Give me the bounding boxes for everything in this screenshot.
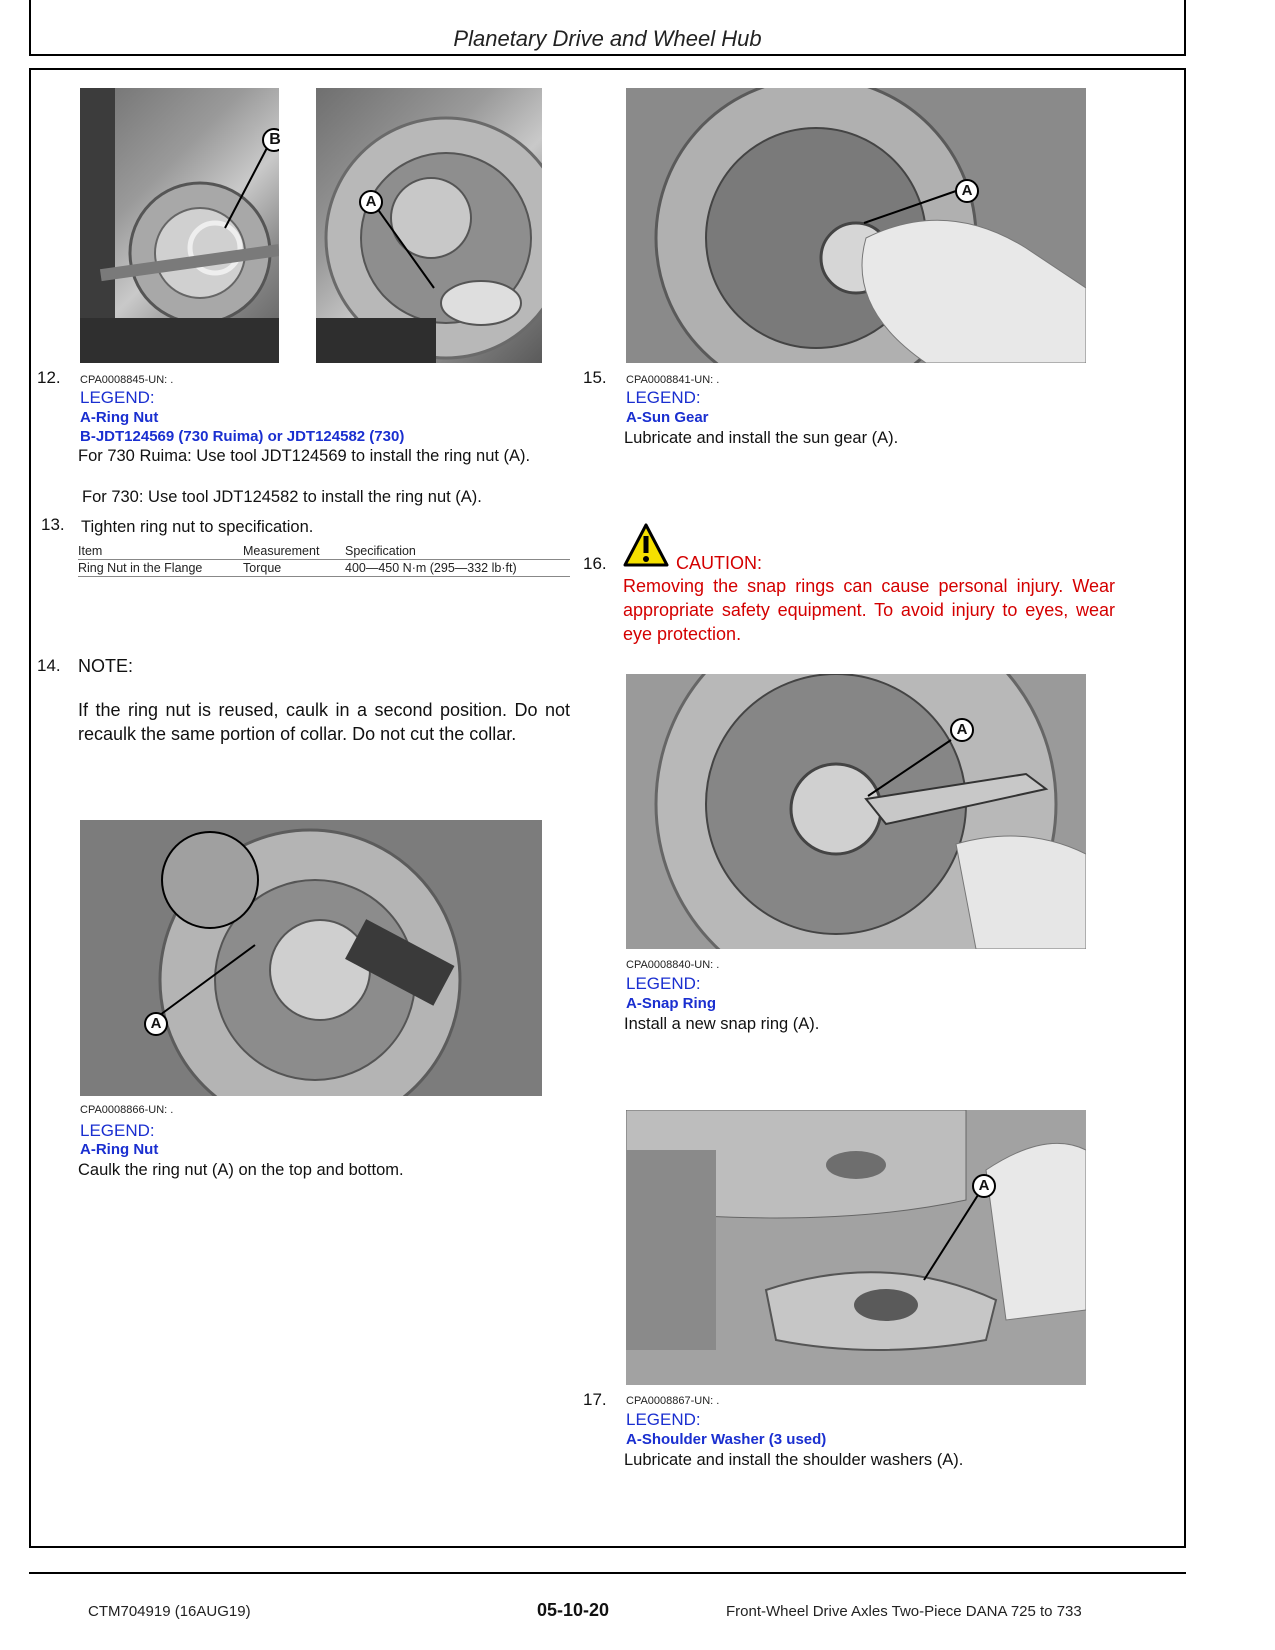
step17-photo-shoulder-washer xyxy=(626,1110,1086,1385)
step13-spec-table xyxy=(78,543,570,577)
step12-photo-ring-nut xyxy=(316,88,542,363)
spec-header-item: Item xyxy=(78,543,243,560)
step14-instruction: Caulk the ring nut (A) on the top and bottom. xyxy=(78,1161,404,1179)
step16-legend-label: LEGEND: xyxy=(626,974,701,993)
step15-instruction: Lubricate and install the sun gear (A). xyxy=(624,429,899,447)
step12-legend-item-a: A-Ring Nut xyxy=(80,409,159,426)
spec-cell-item: Ring Nut in the Flange xyxy=(78,560,243,577)
step12-callout-b: B xyxy=(269,131,281,148)
step14-figure-id: CPA0008866-UN: . xyxy=(80,1104,174,1116)
step17-legend-label: LEGEND: xyxy=(626,1410,701,1429)
step12-legend-label: LEGEND: xyxy=(80,388,155,407)
step14-note-label: NOTE: xyxy=(78,656,134,676)
warning-triangle-icon xyxy=(623,523,669,567)
step16-caution-text: Removing the snap rings can cause personal injury. Wear appropriate safety equipment. To avoid injury to eyes, wear eye protection. xyxy=(623,576,1115,644)
step12-instruction-730: For 730: Use tool JDT124582 to install the ring nut (A). xyxy=(82,488,482,506)
step17-figure-id: CPA0008867-UN: . xyxy=(626,1395,720,1407)
footer-doc-id: CTM704919 (16AUG19) xyxy=(88,1603,251,1620)
step13-number: 13. xyxy=(41,515,65,534)
step14-photo-caulk xyxy=(80,820,542,1096)
step14-number: 14. xyxy=(37,656,61,675)
step12-callout-a: A xyxy=(359,190,383,214)
step12-instruction-730-ruima: For 730 Ruima: Use tool JDT124569 to install the ring nut (A). xyxy=(78,447,531,465)
spec-cell-measurement: Torque xyxy=(243,560,345,577)
step15-number: 15. xyxy=(583,368,607,387)
step16-callout-a: A xyxy=(950,718,974,742)
step17-legend-item-a: A-Shoulder Washer (3 used) xyxy=(626,1431,827,1448)
page-header xyxy=(29,0,1186,56)
step14-note-text: If the ring nut is reused, caulk in a second position. Do not recaulk the same portion of collar. Do not cut the collar. xyxy=(78,700,570,744)
step16-figure-id: CPA0008840-UN: . xyxy=(626,959,720,971)
step12-legend-item-b: B-JDT124569 (730 Ruima) or JDT124582 (730) xyxy=(80,428,405,445)
footer-divider xyxy=(29,1572,1186,1574)
step16-caution-label: CAUTION: xyxy=(676,553,763,573)
step15-legend-label: LEGEND: xyxy=(626,388,701,407)
spec-header-measurement: Measurement xyxy=(243,543,345,560)
step12-photo-ring-nut-tool xyxy=(80,88,279,363)
step15-photo-sun-gear xyxy=(626,88,1086,363)
spec-header-specification: Specification xyxy=(345,543,570,560)
step14-callout-a: A xyxy=(144,1012,168,1036)
step14-legend-item-a: A-Ring Nut xyxy=(80,1141,159,1158)
step12-figure-id: CPA0008845-UN: . xyxy=(80,374,174,386)
step14-legend-label: LEGEND: xyxy=(80,1121,155,1140)
step16-instruction: Install a new snap ring (A). xyxy=(624,1015,820,1033)
step16-photo-snap-ring xyxy=(626,674,1086,949)
step17-callout-a: A xyxy=(972,1174,996,1198)
step17-number: 17. xyxy=(583,1390,607,1409)
step16-number: 16. xyxy=(583,554,607,573)
step15-callout-a: A xyxy=(955,179,979,203)
step16-legend-item-a: A-Snap Ring xyxy=(626,995,716,1012)
step12-number: 12. xyxy=(37,368,61,387)
step15-figure-id: CPA0008841-UN: . xyxy=(626,374,720,386)
page-title: Planetary Drive and Wheel Hub xyxy=(453,26,762,51)
footer-page-number: 05-10-20 xyxy=(537,1600,610,1620)
step15-legend-item-a: A-Sun Gear xyxy=(626,409,709,426)
footer-manual-title: Front-Wheel Drive Axles Two-Piece DANA 725 to 733 xyxy=(726,1603,1082,1620)
step13-instruction: Tighten ring nut to specification. xyxy=(81,518,314,536)
spec-cell-specification: 400—450 N·m (295—332 lb·ft) xyxy=(345,560,570,577)
step17-instruction: Lubricate and install the shoulder washers (A). xyxy=(624,1451,964,1469)
